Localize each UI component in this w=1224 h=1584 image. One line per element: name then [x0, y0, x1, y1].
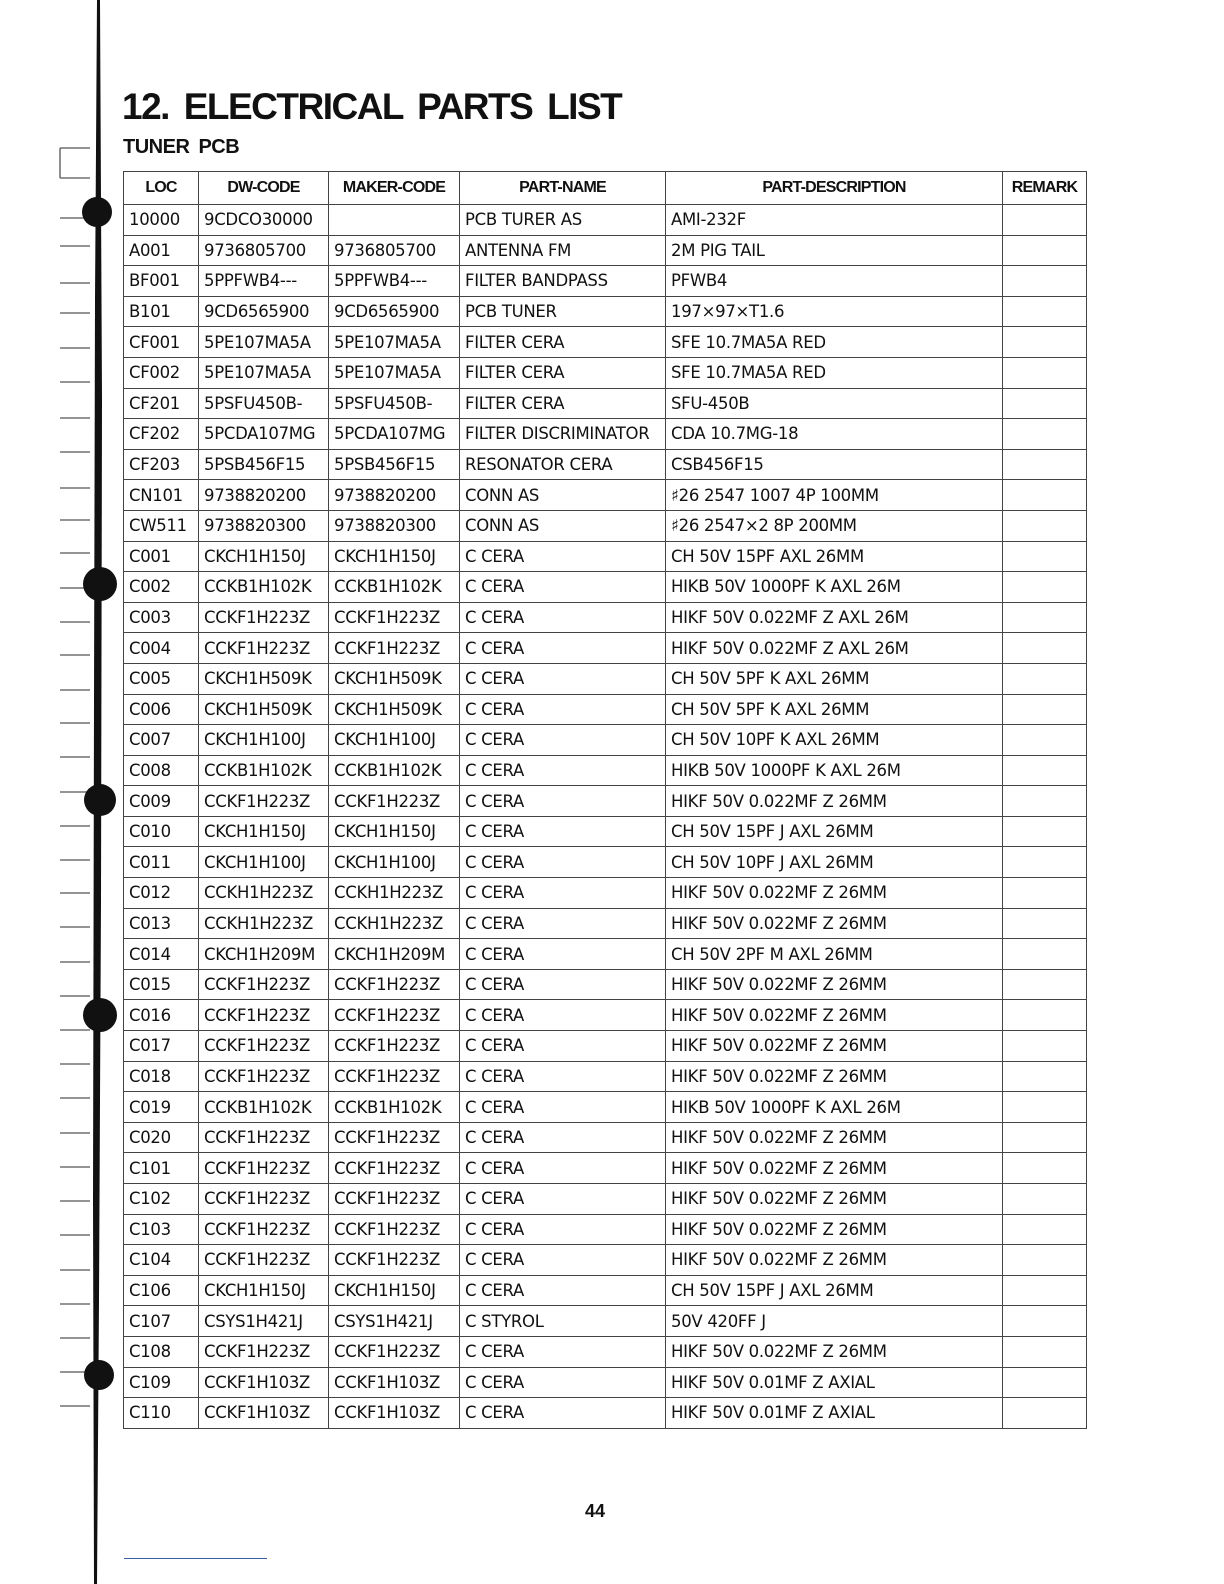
table-row [124, 296, 1087, 327]
cell-dw-code: CCKF1H223Z [199, 1153, 329, 1184]
table-row [124, 1153, 1087, 1184]
table-row [124, 327, 1087, 358]
col-loc-header: LOC [124, 172, 199, 205]
parts-table-body [124, 205, 1087, 1429]
cell-remark [1003, 969, 1087, 1000]
cell-remark [1003, 541, 1087, 572]
cell-part-name: C CERA [460, 1184, 666, 1215]
cell-maker-code: CCKF1H223Z [329, 1214, 460, 1245]
binding-ticks [60, 148, 90, 1406]
cell-part-name: C CERA [460, 755, 666, 786]
cell-maker-code: CSYS1H421J [329, 1306, 460, 1337]
cell-part-name: C CERA [460, 878, 666, 909]
cell-part-description: HIKF 50V 0.022MF Z 26MM [666, 1061, 1003, 1092]
cell-loc: B101 [124, 296, 199, 327]
cell-loc: C013 [124, 908, 199, 939]
cell-dw-code: CKCH1H100J [199, 847, 329, 878]
cell-part-name: C CERA [460, 1122, 666, 1153]
cell-loc: C004 [124, 633, 199, 664]
cell-maker-code: CCKF1H223Z [329, 633, 460, 664]
cell-part-name: C CERA [460, 816, 666, 847]
cell-dw-code: CSYS1H421J [199, 1306, 329, 1337]
cell-loc: C018 [124, 1061, 199, 1092]
table-row [124, 510, 1087, 541]
cell-remark [1003, 847, 1087, 878]
cell-dw-code: CKCH1H150J [199, 816, 329, 847]
cell-remark [1003, 235, 1087, 266]
cell-dw-code: 5PCDA107MG [199, 419, 329, 450]
table-row [124, 755, 1087, 786]
cell-dw-code: CCKF1H223Z [199, 1245, 329, 1276]
cell-part-description: CH 50V 15PF AXL 26MM [666, 541, 1003, 572]
cell-loc: C008 [124, 755, 199, 786]
cell-loc: C016 [124, 1000, 199, 1031]
table-row [124, 939, 1087, 970]
cell-part-description: CH 50V 10PF J AXL 26MM [666, 847, 1003, 878]
cell-remark [1003, 296, 1087, 327]
cell-part-name: C CERA [460, 786, 666, 817]
cell-remark [1003, 1184, 1087, 1215]
cell-remark [1003, 1398, 1087, 1429]
cell-part-description: HIKF 50V 0.022MF Z 26MM [666, 908, 1003, 939]
cell-part-description: CH 50V 5PF K AXL 26MM [666, 694, 1003, 725]
cell-dw-code: CKCH1H509K [199, 694, 329, 725]
cell-part-name: C CERA [460, 694, 666, 725]
cell-maker-code: CCKF1H223Z [329, 1031, 460, 1062]
cell-maker-code: CCKF1H223Z [329, 1061, 460, 1092]
cell-maker-code: CCKF1H223Z [329, 602, 460, 633]
cell-dw-code: CCKF1H223Z [199, 1122, 329, 1153]
cell-part-name: C CERA [460, 602, 666, 633]
cell-remark [1003, 1214, 1087, 1245]
cell-part-description: HIKB 50V 1000PF K AXL 26M [666, 755, 1003, 786]
cell-dw-code: 9CD6565900 [199, 296, 329, 327]
table-row [124, 878, 1087, 909]
cell-loc: C102 [124, 1184, 199, 1215]
cell-part-name: C CERA [460, 1214, 666, 1245]
cell-part-name: C CERA [460, 1367, 666, 1398]
cell-maker-code: 5PSB456F15 [329, 449, 460, 480]
cell-loc: C015 [124, 969, 199, 1000]
cell-part-name: C CERA [460, 541, 666, 572]
cell-remark [1003, 663, 1087, 694]
cell-remark [1003, 419, 1087, 450]
cell-part-description: HIKF 50V 0.022MF Z 26MM [666, 1153, 1003, 1184]
cell-part-name: C CERA [460, 633, 666, 664]
cell-remark [1003, 1367, 1087, 1398]
cell-dw-code: 5PE107MA5A [199, 327, 329, 358]
cell-loc: BF001 [124, 266, 199, 297]
parts-table [123, 171, 1087, 1429]
cell-dw-code: 5PSB456F15 [199, 449, 329, 480]
cell-loc: A001 [124, 235, 199, 266]
cell-maker-code: CCKF1H223Z [329, 1184, 460, 1215]
table-row [124, 663, 1087, 694]
cell-part-name: FILTER CERA [460, 357, 666, 388]
cell-part-name: C CERA [460, 1031, 666, 1062]
cell-maker-code: CKCH1H100J [329, 847, 460, 878]
cell-loc: CF002 [124, 357, 199, 388]
cell-part-name: C CERA [460, 1092, 666, 1123]
cell-part-description: 197×97×T1.6 [666, 296, 1003, 327]
cell-maker-code: 9738820300 [329, 510, 460, 541]
cell-loc: CF001 [124, 327, 199, 358]
cell-loc: CN101 [124, 480, 199, 511]
table-row [124, 1336, 1087, 1367]
cell-remark [1003, 1336, 1087, 1367]
table-row [124, 266, 1087, 297]
cell-dw-code: CCKF1H223Z [199, 1336, 329, 1367]
table-row [124, 602, 1087, 633]
cell-part-name: C CERA [460, 969, 666, 1000]
cell-part-description: ♯26 2547 1007 4P 100MM [666, 480, 1003, 511]
cell-part-name: C CERA [460, 939, 666, 970]
cell-part-description: SFE 10.7MA5A RED [666, 327, 1003, 358]
cell-part-name: C CERA [460, 1061, 666, 1092]
cell-part-description: CDA 10.7MG-18 [666, 419, 1003, 450]
cell-loc: C012 [124, 878, 199, 909]
table-row [124, 388, 1087, 419]
cell-dw-code: CCKF1H103Z [199, 1367, 329, 1398]
cell-remark [1003, 602, 1087, 633]
cell-maker-code: CKCH1H150J [329, 816, 460, 847]
cell-part-description: CH 50V 5PF K AXL 26MM [666, 663, 1003, 694]
cell-part-description: 50V 420FF J [666, 1306, 1003, 1337]
cell-remark [1003, 327, 1087, 358]
cell-part-description: HIKF 50V 0.022MF Z 26MM [666, 1031, 1003, 1062]
cell-dw-code: CCKF1H223Z [199, 1031, 329, 1062]
cell-part-description: CH 50V 10PF K AXL 26MM [666, 725, 1003, 756]
cell-part-description: CSB456F15 [666, 449, 1003, 480]
cell-part-description: HIKB 50V 1000PF K AXL 26M [666, 1092, 1003, 1123]
cell-part-description: HIKF 50V 0.022MF Z 26MM [666, 1214, 1003, 1245]
cell-part-name: C CERA [460, 908, 666, 939]
binding-margin [0, 0, 120, 1584]
cell-maker-code: CCKB1H102K [329, 755, 460, 786]
cell-part-description: HIKF 50V 0.022MF Z AXL 26M [666, 633, 1003, 664]
cell-maker-code: CCKB1H102K [329, 1092, 460, 1123]
cell-loc: C002 [124, 572, 199, 603]
page-title: 12. ELECTRICAL PARTS LIST [122, 86, 622, 127]
cell-maker-code: CKCH1H150J [329, 1275, 460, 1306]
cell-dw-code: CKCH1H150J [199, 541, 329, 572]
cell-maker-code: CKCH1H150J [329, 541, 460, 572]
cell-maker-code: CCKF1H223Z [329, 1000, 460, 1031]
cell-remark [1003, 786, 1087, 817]
cell-remark [1003, 449, 1087, 480]
cell-dw-code: CCKB1H102K [199, 755, 329, 786]
cell-remark [1003, 1061, 1087, 1092]
table-row [124, 1184, 1087, 1215]
cell-dw-code: CCKF1H223Z [199, 633, 329, 664]
cell-remark [1003, 633, 1087, 664]
cell-part-description: CH 50V 2PF M AXL 26MM [666, 939, 1003, 970]
cell-dw-code: 9CDCO30000 [199, 205, 329, 236]
cell-part-description: HIKF 50V 0.022MF Z 26MM [666, 1245, 1003, 1276]
table-row [124, 633, 1087, 664]
cell-loc: CF201 [124, 388, 199, 419]
cell-loc: C108 [124, 1336, 199, 1367]
cell-dw-code: CCKF1H223Z [199, 969, 329, 1000]
cell-loc: C003 [124, 602, 199, 633]
cell-remark [1003, 816, 1087, 847]
cell-remark [1003, 480, 1087, 511]
cell-maker-code: CCKH1H223Z [329, 908, 460, 939]
cell-part-name: CONN AS [460, 510, 666, 541]
cell-loc: CF203 [124, 449, 199, 480]
table-row [124, 480, 1087, 511]
cell-part-name: C CERA [460, 1398, 666, 1429]
cell-remark [1003, 388, 1087, 419]
cell-maker-code: CCKF1H223Z [329, 1336, 460, 1367]
cell-part-name: RESONATOR CERA [460, 449, 666, 480]
cell-maker-code: CCKF1H223Z [329, 1122, 460, 1153]
table-row [124, 1398, 1087, 1429]
cell-remark [1003, 755, 1087, 786]
cell-dw-code: CCKF1H223Z [199, 1214, 329, 1245]
cell-part-name: C CERA [460, 847, 666, 878]
table-row [124, 725, 1087, 756]
col-dw-code-header: DW-CODE [199, 172, 329, 205]
cell-part-name: C CERA [460, 725, 666, 756]
cell-loc: C101 [124, 1153, 199, 1184]
table-row [124, 1000, 1087, 1031]
cell-loc: C007 [124, 725, 199, 756]
cell-part-name: PCB TUNER [460, 296, 666, 327]
cell-part-description: HIKF 50V 0.022MF Z 26MM [666, 1000, 1003, 1031]
cell-loc: CW511 [124, 510, 199, 541]
cell-part-name: FILTER CERA [460, 388, 666, 419]
cell-loc: C005 [124, 663, 199, 694]
cell-maker-code: 9738820200 [329, 480, 460, 511]
cell-loc: C103 [124, 1214, 199, 1245]
cell-remark [1003, 1306, 1087, 1337]
table-row [124, 1245, 1087, 1276]
cell-part-name: FILTER BANDPASS [460, 266, 666, 297]
cell-loc: C017 [124, 1031, 199, 1062]
cell-maker-code: 5PPFWB4--- [329, 266, 460, 297]
cell-part-name: C STYROL [460, 1306, 666, 1337]
cell-loc: C109 [124, 1367, 199, 1398]
cell-remark [1003, 939, 1087, 970]
table-row [124, 1122, 1087, 1153]
table-row [124, 1061, 1087, 1092]
table-row [124, 1092, 1087, 1123]
cell-loc: C010 [124, 816, 199, 847]
cell-maker-code: 5PSFU450B- [329, 388, 460, 419]
cell-dw-code: CCKF1H223Z [199, 1184, 329, 1215]
table-row [124, 235, 1087, 266]
cell-remark [1003, 205, 1087, 236]
cell-loc: C104 [124, 1245, 199, 1276]
table-row [124, 786, 1087, 817]
cell-loc: C001 [124, 541, 199, 572]
table-row [124, 357, 1087, 388]
col-remark-header: REMARK [1003, 172, 1087, 205]
cell-maker-code: CCKF1H223Z [329, 786, 460, 817]
cell-loc: C011 [124, 847, 199, 878]
cell-part-name: FILTER DISCRIMINATOR [460, 419, 666, 450]
cell-part-description: HIKF 50V 0.022MF Z 26MM [666, 1184, 1003, 1215]
cell-loc: C020 [124, 1122, 199, 1153]
cell-loc: C110 [124, 1398, 199, 1429]
cell-part-name: PCB TURER AS [460, 205, 666, 236]
table-row [124, 908, 1087, 939]
page-number: 44 [584, 1501, 606, 1521]
cell-dw-code: CCKH1H223Z [199, 878, 329, 909]
cell-part-name: C CERA [460, 1000, 666, 1031]
cell-dw-code: CKCH1H209M [199, 939, 329, 970]
cell-dw-code: 9738820200 [199, 480, 329, 511]
cell-loc: C019 [124, 1092, 199, 1123]
cell-maker-code: 5PE107MA5A [329, 327, 460, 358]
table-row [124, 969, 1087, 1000]
cell-maker-code: 9CD6565900 [329, 296, 460, 327]
cell-maker-code: CKCH1H509K [329, 694, 460, 725]
cell-maker-code: 5PE107MA5A [329, 357, 460, 388]
cell-part-description: HIKF 50V 0.022MF Z 26MM [666, 878, 1003, 909]
cell-dw-code: 9736805700 [199, 235, 329, 266]
cell-dw-code: 9738820300 [199, 510, 329, 541]
cell-remark [1003, 1275, 1087, 1306]
cell-part-description: CH 50V 15PF J AXL 26MM [666, 1275, 1003, 1306]
cell-loc: 10000 [124, 205, 199, 236]
cell-remark [1003, 572, 1087, 603]
cell-part-name: C CERA [460, 1336, 666, 1367]
cell-remark [1003, 725, 1087, 756]
cell-dw-code: CCKF1H223Z [199, 602, 329, 633]
cell-part-name: CONN AS [460, 480, 666, 511]
table-row [124, 694, 1087, 725]
cell-maker-code: 9736805700 [329, 235, 460, 266]
cell-dw-code: CKCH1H150J [199, 1275, 329, 1306]
cell-dw-code: CCKB1H102K [199, 1092, 329, 1123]
cell-part-description: CH 50V 15PF J AXL 26MM [666, 816, 1003, 847]
cell-loc: C014 [124, 939, 199, 970]
cell-loc: C009 [124, 786, 199, 817]
cell-remark [1003, 1031, 1087, 1062]
cell-dw-code: CCKF1H223Z [199, 1061, 329, 1092]
cell-loc: C106 [124, 1275, 199, 1306]
cell-dw-code: CCKF1H223Z [199, 1000, 329, 1031]
cell-remark [1003, 357, 1087, 388]
cell-remark [1003, 1153, 1087, 1184]
cell-part-description: HIKF 50V 0.022MF Z 26MM [666, 1336, 1003, 1367]
cell-part-name: ANTENNA FM [460, 235, 666, 266]
cell-part-name: C CERA [460, 1245, 666, 1276]
cell-part-description: HIKF 50V 0.01MF Z AXIAL [666, 1367, 1003, 1398]
header-row [124, 172, 1087, 205]
table-row [124, 1367, 1087, 1398]
table-row [124, 1214, 1087, 1245]
cell-loc: C006 [124, 694, 199, 725]
table-row [124, 1031, 1087, 1062]
cell-dw-code: CCKF1H103Z [199, 1398, 329, 1429]
cell-loc: CF202 [124, 419, 199, 450]
cell-part-name: C CERA [460, 663, 666, 694]
cell-maker-code: CCKF1H103Z [329, 1367, 460, 1398]
cell-part-description: SFE 10.7MA5A RED [666, 357, 1003, 388]
cell-remark [1003, 1245, 1087, 1276]
table-row [124, 847, 1087, 878]
cell-part-description: 2M PIG TAIL [666, 235, 1003, 266]
cell-maker-code: 5PCDA107MG [329, 419, 460, 450]
col-maker-code-header: MAKER-CODE [329, 172, 460, 205]
cell-maker-code: CCKF1H103Z [329, 1398, 460, 1429]
cell-part-description: PFWB4 [666, 266, 1003, 297]
cell-remark [1003, 908, 1087, 939]
cell-dw-code: CCKB1H102K [199, 572, 329, 603]
cell-part-description: HIKF 50V 0.022MF Z 26MM [666, 786, 1003, 817]
cell-part-description: HIKF 50V 0.01MF Z AXIAL [666, 1398, 1003, 1429]
cell-maker-code: CCKF1H223Z [329, 1153, 460, 1184]
cell-part-description: HIKF 50V 0.022MF Z 26MM [666, 1122, 1003, 1153]
col-part-name-header: PART-NAME [460, 172, 666, 205]
table-row [124, 449, 1087, 480]
cell-dw-code: CKCH1H509K [199, 663, 329, 694]
footer-rule [124, 1558, 267, 1559]
cell-remark [1003, 694, 1087, 725]
cell-maker-code: CCKF1H223Z [329, 1245, 460, 1276]
table-row [124, 205, 1087, 236]
table-row [124, 1306, 1087, 1337]
cell-maker-code: CKCH1H100J [329, 725, 460, 756]
cell-part-name: C CERA [460, 572, 666, 603]
cell-maker-code: CKCH1H209M [329, 939, 460, 970]
table-row [124, 419, 1087, 450]
cell-dw-code: 5PE107MA5A [199, 357, 329, 388]
table-row [124, 1275, 1087, 1306]
cell-maker-code: CCKF1H223Z [329, 969, 460, 1000]
cell-part-description: HIKF 50V 0.022MF Z AXL 26M [666, 602, 1003, 633]
cell-dw-code: CCKH1H223Z [199, 908, 329, 939]
cell-loc: C107 [124, 1306, 199, 1337]
cell-part-name: C CERA [460, 1153, 666, 1184]
cell-dw-code: CCKF1H223Z [199, 786, 329, 817]
cell-maker-code: CCKH1H223Z [329, 878, 460, 909]
cell-maker-code: CCKB1H102K [329, 572, 460, 603]
section-title: TUNER PCB [123, 136, 240, 158]
cell-maker-code: CKCH1H509K [329, 663, 460, 694]
cell-maker-code [329, 205, 460, 236]
table-row [124, 816, 1087, 847]
cell-part-name: FILTER CERA [460, 327, 666, 358]
cell-remark [1003, 1092, 1087, 1123]
cell-dw-code: 5PSFU450B- [199, 388, 329, 419]
cell-dw-code: 5PPFWB4--- [199, 266, 329, 297]
cell-part-description: SFU-450B [666, 388, 1003, 419]
cell-part-description: HIKF 50V 0.022MF Z 26MM [666, 969, 1003, 1000]
cell-part-name: C CERA [460, 1275, 666, 1306]
cell-part-description: ♯26 2547×2 8P 200MM [666, 510, 1003, 541]
cell-remark [1003, 878, 1087, 909]
cell-part-description: HIKB 50V 1000PF K AXL 26M [666, 572, 1003, 603]
cell-dw-code: CKCH1H100J [199, 725, 329, 756]
cell-remark [1003, 1000, 1087, 1031]
table-row [124, 541, 1087, 572]
table-row [124, 572, 1087, 603]
cell-remark [1003, 1122, 1087, 1153]
cell-remark [1003, 266, 1087, 297]
cell-part-description: AMI-232F [666, 205, 1003, 236]
col-part-description-header: PART-DESCRIPTION [666, 172, 1003, 205]
cell-remark [1003, 510, 1087, 541]
